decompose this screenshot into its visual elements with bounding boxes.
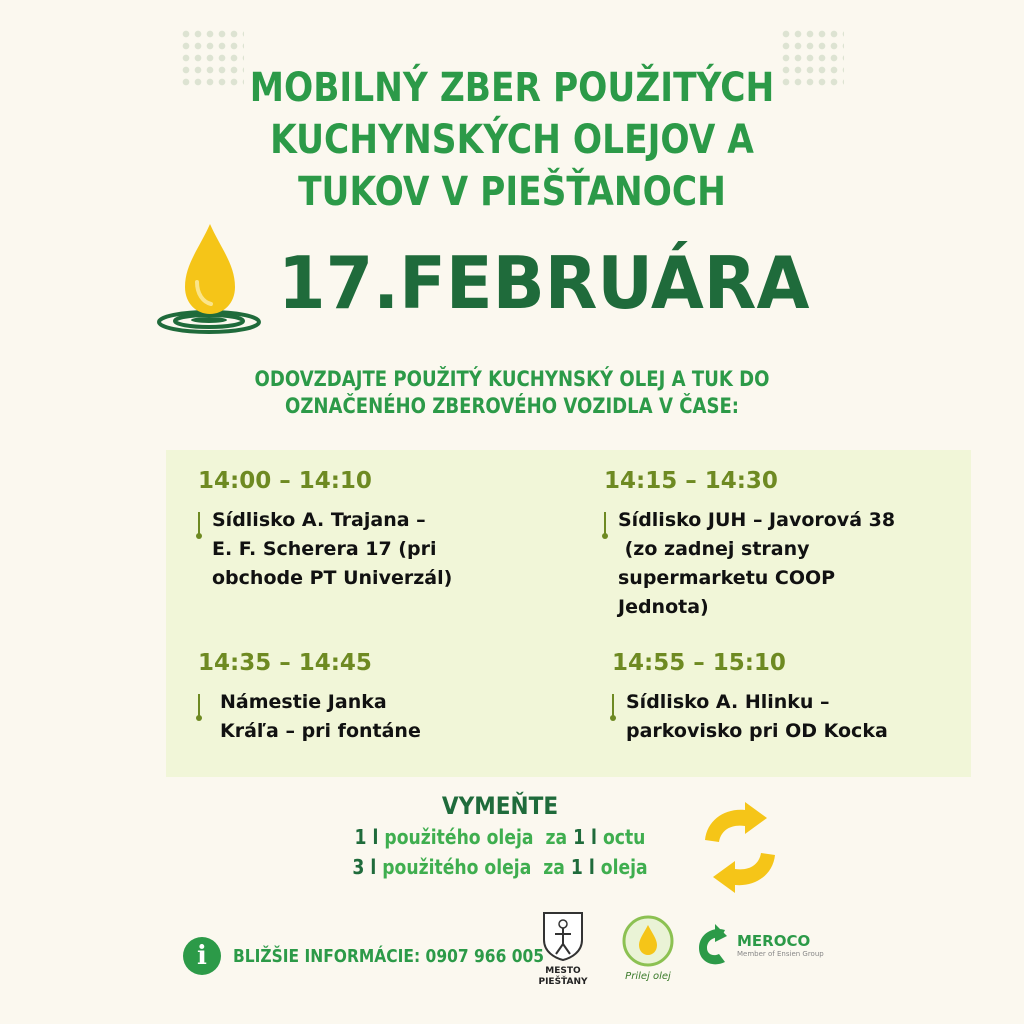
location-line: Sídlisko A. Trajana – bbox=[212, 509, 426, 531]
schedule-slot-4 bbox=[612, 648, 888, 746]
schedule-slot-2 bbox=[604, 466, 895, 622]
exchange-row-1 bbox=[328, 822, 672, 852]
exchange-amount: 1 l bbox=[570, 855, 595, 879]
location-line: Sídlisko JUH – Javorová 38 bbox=[618, 509, 896, 531]
slot-time: 14:35 – 14:45 bbox=[198, 650, 372, 676]
coat-of-arms-icon bbox=[541, 910, 585, 962]
meroco-text bbox=[737, 933, 824, 959]
contact-phone: BLIŽŠIE INFORMÁCIE: 0907 966 005 bbox=[233, 945, 545, 967]
oil-drop-icon bbox=[155, 222, 265, 337]
title-line-3: TUKOV V PIEŠŤANOCH bbox=[298, 169, 726, 215]
slot-location bbox=[604, 506, 895, 622]
prilej-olej-logo bbox=[618, 915, 678, 983]
exchange-za: za bbox=[543, 855, 565, 879]
exchange-heading: VYMEŇTE bbox=[441, 792, 559, 820]
slot-time: 14:15 – 14:30 bbox=[604, 468, 778, 494]
slot-location bbox=[198, 688, 421, 746]
location-line: obchode PT Univerzál) bbox=[212, 567, 453, 589]
prilej-label: Prilej olej bbox=[625, 971, 671, 982]
slot-time: 14:55 – 15:10 bbox=[612, 650, 786, 676]
contact-info bbox=[183, 937, 595, 975]
location-line: E. F. Scherera 17 (pri bbox=[212, 538, 437, 560]
exchange-text: použitého oleja bbox=[384, 825, 534, 849]
instructions-line-1: ODOVZDAJTE POUŽITÝ KUCHYNSKÝ OLEJ A TUK DO bbox=[254, 367, 770, 391]
location-line: Kráľa – pri fontáne bbox=[220, 720, 421, 742]
exchange-item: octu bbox=[602, 825, 646, 849]
exchange-row-2 bbox=[328, 852, 672, 882]
recycle-drop-icon bbox=[622, 915, 674, 967]
schedule-panel bbox=[166, 450, 971, 777]
exchange-offer bbox=[300, 790, 700, 882]
mesto-piestany-logo bbox=[538, 910, 588, 988]
meroco-logo bbox=[693, 922, 824, 970]
meroco-brand: MEROCO bbox=[737, 932, 811, 950]
poster-title bbox=[72, 62, 953, 218]
exchange-text: použitého oleja bbox=[382, 855, 532, 879]
exchange-za: za bbox=[545, 825, 568, 849]
location-line: parkovisko pri OD Kocka bbox=[626, 720, 888, 742]
exchange-amount: 1 l bbox=[354, 825, 379, 849]
location-line: (zo zadnej strany bbox=[618, 538, 810, 560]
event-date: 17.FEBRUÁRA bbox=[278, 241, 810, 325]
instructions bbox=[72, 366, 953, 420]
location-line: Sídlisko A. Hlinku – bbox=[626, 691, 830, 713]
recycle-arrows-icon bbox=[695, 800, 785, 895]
mesto-line-2: PIEŠŤANY bbox=[538, 977, 588, 987]
meroco-sub: Member of Ensien Group bbox=[737, 950, 824, 958]
location-line: supermarketu COOP bbox=[618, 567, 836, 589]
meroco-mark-icon bbox=[693, 922, 733, 970]
exchange-item: oleja bbox=[600, 855, 648, 879]
info-icon: i bbox=[183, 937, 221, 975]
slot-time: 14:00 – 14:10 bbox=[198, 468, 372, 494]
mesto-line-1: MESTO bbox=[545, 966, 581, 976]
location-line: Námestie Janka bbox=[220, 691, 387, 713]
schedule-slot-3 bbox=[198, 648, 421, 746]
exchange-amount: 3 l bbox=[352, 855, 377, 879]
instructions-line-2: OZNAČENÉHO ZBEROVÉHO VOZIDLA V ČASE: bbox=[284, 394, 740, 418]
schedule-slot-1 bbox=[198, 466, 452, 593]
title-line-2: KUCHYNSKÝCH OLEJOV A bbox=[270, 117, 754, 163]
location-line: Jednota) bbox=[618, 596, 709, 618]
title-line-1: MOBILNÝ ZBER POUŽITÝCH bbox=[249, 65, 775, 111]
slot-location bbox=[198, 506, 452, 593]
slot-location bbox=[612, 688, 888, 746]
exchange-amount: 1 l bbox=[573, 825, 597, 849]
